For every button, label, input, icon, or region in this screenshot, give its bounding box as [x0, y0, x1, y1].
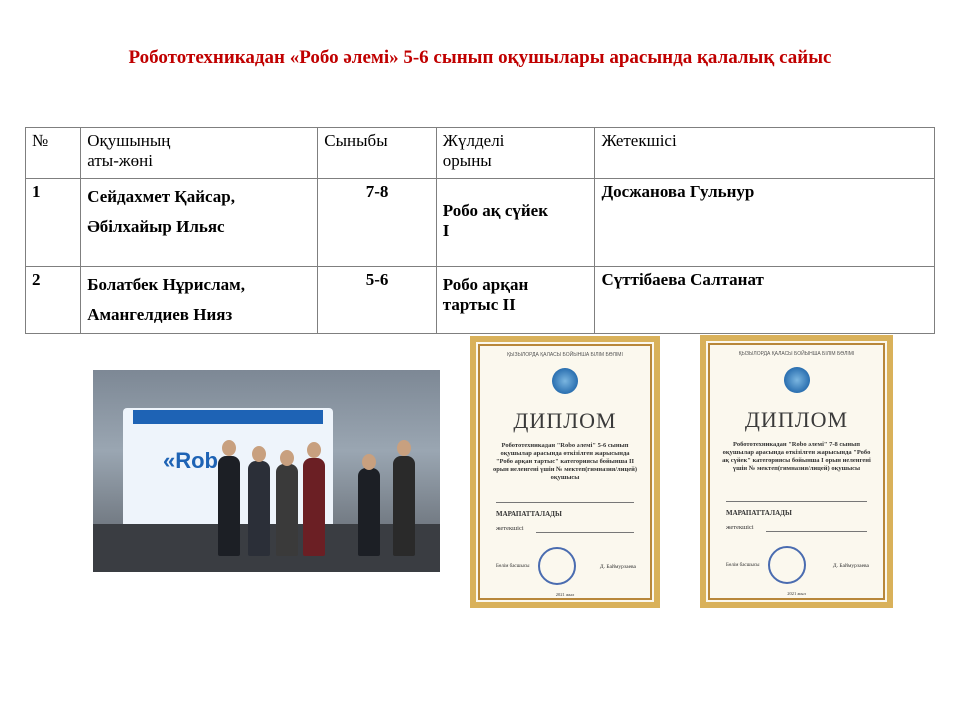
row-names: [81, 179, 318, 267]
diploma-leader-label: жетекшісі: [496, 525, 524, 532]
diploma-head-label: Бөлім басшысы: [726, 563, 760, 568]
globe-emblem-icon: [552, 368, 578, 394]
diploma-head-label: Бөлім басшысы: [496, 564, 530, 569]
signature-line: [536, 532, 634, 533]
header-place-line2: орыны: [442, 151, 492, 170]
signature-line: [496, 502, 634, 503]
photo-person: [218, 456, 240, 556]
row-leader: Досжанова Гульнур: [595, 179, 935, 267]
photo-person: [276, 464, 298, 556]
diploma-head-name: Д. Баймурзаева: [832, 563, 869, 569]
photo-banner-stripe: [133, 410, 323, 424]
photo-person: [358, 468, 380, 556]
photo-banner-text: «Rob: [163, 448, 218, 473]
globe-emblem-icon: [784, 367, 810, 393]
diploma-year: 2021 жыл: [787, 591, 806, 596]
diploma-body: Робототехникадан "Robo әлемі" 5-6 сынып оқушылар арасында өткізілген жарысында "Робо арқан тартыс" категориясы бойынша II орын иеленгені үшін № мектеп(гимназия/лицей) оқушысы: [493, 442, 637, 481]
header-name-line2: аты-жөні: [87, 151, 153, 170]
signature-line: [726, 501, 867, 502]
header-name: [81, 128, 318, 179]
diploma-header: ҚЫЗЫЛОРДА ҚАЛАСЫ БОЙЫНША БІЛІМ БӨЛІМІ: [738, 351, 855, 357]
stamp-seal-icon: [768, 546, 806, 584]
row-grade: 7-8: [318, 179, 437, 267]
header-name-line1: Оқушының: [87, 131, 171, 150]
diploma-header: ҚЫЗЫЛОРДА ҚАЛАСЫ БОЙЫНША БІЛІМ БӨЛІМІ: [507, 352, 623, 358]
row-place-line1: Робо арқан: [442, 275, 529, 294]
diploma-first-place: [700, 335, 893, 608]
header-num: №: [26, 128, 81, 179]
row-name-line2: Амангелдиев Нияз: [87, 305, 233, 324]
signature-line: [766, 531, 867, 532]
photo-person: [393, 456, 415, 556]
diploma-title: ДИПЛОМ: [744, 407, 849, 432]
page-title: Робототехникадан «Робо әлемі» 5-6 сынып оқушылары арасында қалалық сайыс: [128, 47, 832, 68]
row-num: 1: [26, 179, 81, 267]
table-row: [26, 267, 935, 334]
photo-person-head: [252, 446, 266, 462]
header-grade: Сыныбы: [318, 128, 437, 179]
diploma-body: Робототехникадан "Robo әлемі" 7-8 сынып оқушылар арасында өткізілген жарысында "Робо ақ сүйек" категориясы бойынша I орын иеленгені үшін № мектеп(гимназия/лицей) оқушысы: [722, 441, 871, 472]
photo-person-head: [307, 442, 321, 458]
photo-person: [303, 458, 325, 556]
row-place: [436, 179, 595, 267]
photo-person-head: [362, 454, 376, 470]
row-name-line1: Болатбек Нұрислам,: [87, 275, 245, 294]
photo-person-head: [397, 440, 411, 456]
table-row: [26, 179, 935, 267]
photo-person-head: [280, 450, 294, 466]
row-place: [436, 267, 595, 334]
diploma-title: ДИПЛОМ: [513, 408, 617, 433]
diploma-head-name: Д. Баймурзаева: [599, 564, 636, 570]
row-name-line1: Сейдахмет Қайсар,: [87, 187, 235, 206]
row-grade: 5-6: [318, 267, 437, 334]
photo-person: [248, 461, 270, 556]
row-num: 2: [26, 267, 81, 334]
row-place-line2: I: [442, 221, 450, 240]
header-leader: Жетекшісі: [595, 128, 935, 179]
diploma-leader-label: жетекшісі: [726, 524, 754, 531]
photo-person-head: [222, 440, 236, 456]
row-name-line2: Әбілхайыр Ильяс: [87, 217, 225, 236]
stamp-seal-icon: [538, 547, 576, 585]
row-place-line2: тартыс II: [442, 295, 516, 314]
header-place-line1: Жүлделі: [442, 131, 505, 150]
diploma-awarded: МАРАПАТТАЛАДЫ: [726, 509, 792, 517]
table-header-row: [26, 128, 935, 179]
diploma-awarded: МАРАПАТТАЛАДЫ: [496, 510, 562, 518]
row-place-line1: Робо ақ сүйек: [442, 201, 548, 220]
diploma-year: 2021 жыл: [555, 592, 575, 597]
row-names: [81, 267, 318, 334]
header-place: [436, 128, 595, 179]
results-table: [25, 127, 935, 334]
row-leader: Сүттібаева Салтанат: [595, 267, 935, 334]
diploma-second-place: [470, 336, 660, 608]
event-photo: [93, 370, 440, 572]
